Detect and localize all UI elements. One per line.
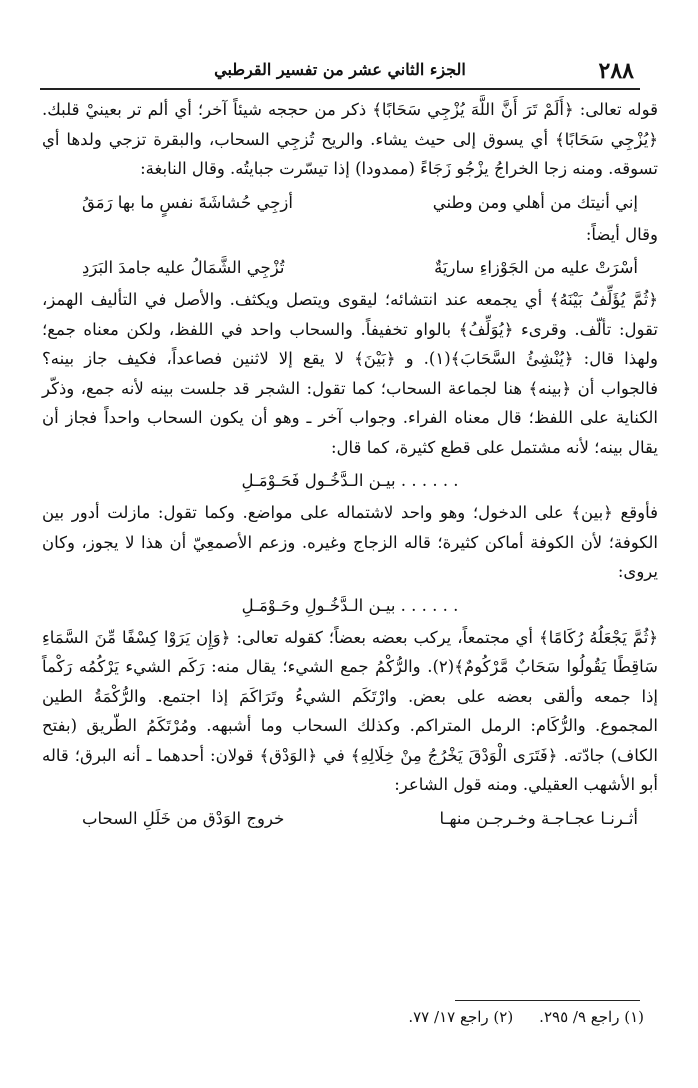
verse-first-hemistich: إني أنيتك من أهلي ومن وطني <box>432 192 638 212</box>
verse-first-hemistich: أثـرنـا عجـاجـة وخـرجـن منهـا <box>439 808 638 828</box>
verse-first-hemistich: أسْرَتْ عليه من الجَوْزاءِ ساريَةٌ <box>434 258 638 277</box>
verse-second-hemistich: أزجِي حُشاشَةَ نفسٍ ما بها رَمَقُ <box>82 192 293 212</box>
poem-verse <box>42 184 658 220</box>
poem-verse <box>42 249 658 285</box>
paragraph: وقال أيضاً: <box>585 224 658 244</box>
running-title: الجزء الثاني عشر من تفسير القرطبي <box>214 60 466 79</box>
page-body <box>42 95 658 836</box>
paragraph: قوله تعالى: ﴿أَلَمْ تَرَ أَنَّ اللَّهَ يُزْجِي سَحَابًا﴾ ذكر من حججه شيئاً آخر؛ أي ألم تر بعينيْ قلبك. ﴿يُزْجِي سَحَابًا﴾ أي يسوق إلى حيث يشاء. والريح تُزجِي السحاب، والبقرة تزجي ولدها أي تسوقه. ومنه زجا الخراجُ يزْجُو زَجَاءً (ممدودا) إذا تيسّرت جبايتُه. وقال النابغة: <box>42 100 658 178</box>
page-header <box>40 58 640 90</box>
paragraph: ﴿ثُمَّ يَجْعَلُهُ رُكَامًا﴾ أي مجتمعاً، يركب بعضه بعضاً؛ كقوله تعالى: ﴿وَإِن يَرَوْا كِسْفًا مِّنَ السَّمَاءِ سَاقِطًا يَقُولُوا سَحَابٌ مَّرْكُومٌ﴾(٢). والرُّكْمُ جمع الشيء؛ يقال منه: رَكَم الشيء يَرْكُمُه رَكْماً إذا جمعه وألقى بعضه على بعض. وارْتَكَم الشيءُ وتَرَاكَمَ إذا اجتمع. والرُّكْمَةُ الطين المجموع. والرُّكَام: الرمل المتراكم. وكذلك السحاب وما أشبهه. ومُرْتَكَمُ الطّريق (بفتح الكاف) جادّته. ﴿فَتَرَى الْوَدْقَ يَخْرُجُ مِنْ خِلَالِهِ﴾ في ﴿الوَدْق﴾ قولان: أحدهما ـ أنه البرق؛ قاله أبو الأشهب العقيلي. ومنه قول الشاعر: <box>42 627 658 794</box>
footnote-divider <box>455 1000 640 1001</box>
paragraph: ﴿ثُمَّ يُؤَلِّفُ بَيْنَهُ﴾ أي يجمعه عند انتشائه؛ ليقوى ويتصل ويكثف. والأصل في التأليف الهمز، تقول: تألّف. وقرىء ﴿يُوَلِّفُ﴾ بالواو تخفيفاً. والسحاب واحد في اللفظ، ولكن معناه جمع؛ ولهذا قال: ﴿يُنْشِئُ السَّحَابَ﴾(١). و ﴿بَيْنَ﴾ لا يقع إلا لاثنين فصاعداً، فكيف جاز بينه؟ فالجواب أن ﴿بينه﴾ هنا لجماعة السحاب؛ كما تقول: الشجر قد جلست بينه لأنه جمع، وذكّر الكناية على اللفظ؛ قال معناه الفراء. وجواب آخر ـ وهو أن يكون السحاب واحداً فجاز أن يقال بينه؛ لأنه مشتمل على قطع كثيرة، كما قال: <box>42 290 659 457</box>
verse-fragment-text: . . . . . . بيـن الـدَّخُـولِ وحَـوْمَـلِ <box>241 595 459 615</box>
verse-second-hemistich: خروج الوَدْق من خَلَلِ السحاب <box>82 808 285 828</box>
verse-second-hemistich: تُزْجِي الشَّمَالُ عليه جامدَ البَرَدِ <box>82 258 285 277</box>
footnote-1: (١) راجع ٩/ ٢٩٥. <box>539 1008 644 1026</box>
page-number: ٢٨٨ <box>598 58 634 84</box>
footnote-2: (٢) راجع ١٧/ ٧٧. <box>408 1008 514 1026</box>
footnotes <box>42 1004 654 1030</box>
poem-fragment <box>42 462 658 498</box>
poem-verse <box>42 800 658 836</box>
poem-fragment <box>42 587 658 623</box>
verse-fragment-text: . . . . . . بيـن الـدَّخُـول فَحَـوْمَـلِ <box>241 471 459 490</box>
paragraph: فأوقع ﴿بين﴾ على الدخول؛ وهو واحد لاشتماله على مواضع. وكما تقول: مازلت أدور بين الكوفة؛ لأن الكوفة أماكن كثيرة؛ قاله الزجاج وغيره. وزعم الأصمعِيّ أن هذا لا يجوز، وكان يروى: <box>42 503 658 581</box>
